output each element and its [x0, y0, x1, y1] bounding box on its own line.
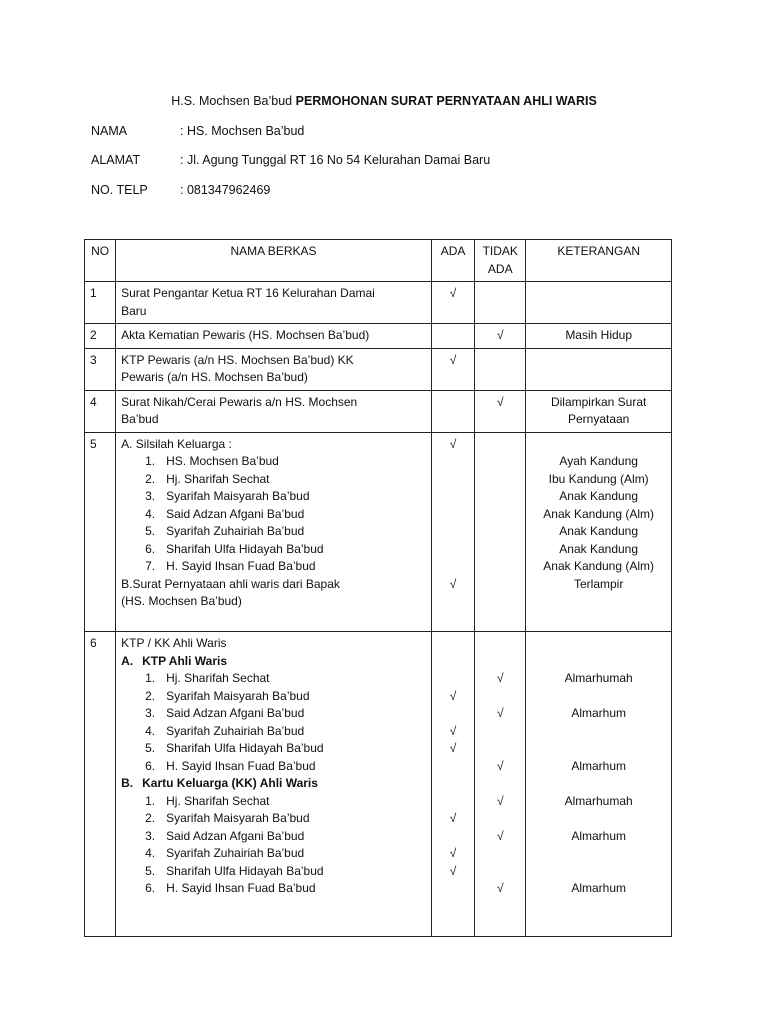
berkas-line: [121, 775, 426, 793]
item-number: 2.: [145, 688, 156, 703]
berkas-text: Akta Kematian Pewaris (HS. Mochsen Ba’bud): [121, 328, 370, 342]
ada-check: √: [449, 688, 457, 703]
tidak-ada-check: [480, 775, 520, 793]
keterangan-text: [531, 775, 666, 793]
row-keterangan: [526, 324, 672, 349]
ada-check: √: [449, 811, 457, 825]
berkas-text: KTP / KK Ahli Waris: [121, 636, 227, 650]
berkas-text: Syarifah Zuhairiah Ba’bud: [166, 723, 305, 738]
keterangan-text: [531, 593, 666, 611]
berkas-line: [121, 653, 426, 671]
tidak-ada-check: √: [496, 793, 504, 808]
keterangan-text: Almarhum: [571, 758, 626, 773]
tidak-ada-check: [480, 810, 520, 828]
berkas-line: [121, 898, 426, 916]
row-ada: [431, 324, 474, 349]
ada-check: [437, 369, 469, 387]
berkas-table: [84, 239, 672, 937]
tidak-ada-check: √: [496, 671, 504, 685]
berkas-text: A. Silsilah Keluarga :: [121, 436, 232, 451]
item-number: 7.: [145, 559, 156, 573]
table-header-row: [85, 240, 672, 282]
berkas-line: [121, 436, 426, 454]
tidak-ada-check: [480, 898, 520, 916]
keterangan-text: [531, 845, 666, 863]
row-ada: [431, 282, 474, 324]
berkas-text: Ba’bud: [121, 412, 159, 426]
row-keterangan: [526, 432, 672, 632]
keterangan-text: [531, 653, 666, 671]
berkas-text: Sharifah Ulfa Hidayah Ba’bud: [166, 541, 324, 556]
row-tidak-ada: [475, 632, 526, 937]
berkas-text: Said Adzan Afgani Ba’bud: [166, 506, 305, 521]
ada-check: [437, 471, 469, 489]
keterangan-text: [531, 688, 666, 706]
ada-check: [437, 758, 469, 776]
berkas-text: Pewaris (a/n HS. Mochsen Ba’bud): [121, 370, 308, 384]
ada-check: [437, 523, 469, 541]
tidak-ada-check: [480, 303, 520, 321]
ada-check: [437, 593, 469, 611]
keterangan-text: Anak Kandung (Alm): [543, 506, 655, 521]
tidak-ada-check: [480, 506, 520, 524]
berkas-line: [121, 593, 426, 611]
keterangan-text: Anak Kandung: [559, 489, 639, 503]
keterangan-text: Almarhum: [571, 706, 626, 720]
berkas-text: Syarifah Zuhairiah Ba’bud: [166, 524, 305, 538]
berkas-text: Hj. Sharifah Sechat: [166, 471, 270, 486]
row-nama-berkas: [116, 324, 432, 349]
document-title: [0, 94, 768, 108]
tidak-ada-check: [480, 285, 520, 303]
row-tidak-ada: [475, 282, 526, 324]
ada-check: [437, 898, 469, 916]
ada-check: [437, 775, 469, 793]
keterangan-text: [531, 863, 666, 881]
berkas-text: HS. Mochsen Ba’bud: [166, 454, 279, 468]
berkas-line: [121, 688, 426, 706]
berkas-text: Syarifah Zuhairiah Ba’bud: [166, 846, 305, 860]
header-no: NO: [85, 240, 116, 282]
keterangan-text: [531, 898, 666, 916]
ada-check: [437, 611, 469, 629]
tidak-ada-check: [480, 863, 520, 881]
row-keterangan: [526, 282, 672, 324]
keterangan-text: Anak Kandung: [559, 524, 639, 538]
ada-check: [437, 327, 469, 345]
keterangan-text: [531, 635, 666, 653]
tidak-ada-check: √: [496, 758, 504, 773]
ada-check: [437, 915, 469, 933]
berkas-line: [121, 723, 426, 741]
item-number: 3.: [145, 828, 156, 843]
tidak-ada-check: [480, 453, 520, 471]
berkas-line: [121, 488, 426, 506]
keterangan-text: [531, 740, 666, 758]
item-number: 1.: [145, 454, 156, 468]
berkas-line: [121, 523, 426, 541]
item-number: 3.: [145, 706, 156, 720]
tidak-ada-check: [480, 436, 520, 454]
ada-check: [437, 453, 469, 471]
row-ada: [431, 632, 474, 937]
berkas-text: KTP Pewaris (a/n HS. Mochsen Ba’bud) KK: [121, 352, 354, 367]
header-tidak-line1: TIDAK: [482, 244, 518, 258]
berkas-line: [121, 453, 426, 471]
ada-check: [437, 488, 469, 506]
ada-check: [437, 303, 469, 321]
keterangan-text: [531, 915, 666, 933]
tidak-ada-check: [480, 488, 520, 506]
row-ada: [431, 348, 474, 390]
item-number: 4.: [145, 846, 156, 860]
berkas-line: [121, 810, 426, 828]
item-number: 5.: [145, 863, 156, 878]
berkas-line: [121, 541, 426, 559]
table-body: [85, 282, 672, 937]
ada-check: [437, 653, 469, 671]
tidak-ada-check: √: [496, 706, 504, 720]
row-tidak-ada: [475, 348, 526, 390]
berkas-line: [121, 828, 426, 846]
berkas-text: Surat Nikah/Cerai Pewaris a/n HS. Mochsen: [121, 394, 358, 409]
row-nama-berkas: [116, 432, 432, 632]
item-number: 2.: [145, 471, 156, 486]
info-value-nama: : HS. Mochsen Ba’bud: [180, 124, 305, 138]
item-number: 1.: [145, 793, 156, 808]
berkas-line: [121, 369, 426, 387]
row-keterangan: [526, 348, 672, 390]
keterangan-text: [531, 303, 666, 321]
berkas-line: [121, 285, 426, 303]
berkas-text: H. Sayid Ihsan Fuad Ba’bud: [166, 881, 316, 895]
row-nama-berkas: [116, 348, 432, 390]
keterangan-text: Terlampir: [573, 576, 624, 591]
ada-check: [437, 705, 469, 723]
table-row: [85, 632, 672, 937]
ada-check: √: [449, 723, 457, 738]
section-letter: B.: [121, 776, 134, 790]
row-number: 3: [85, 348, 116, 390]
tidak-ada-check: [480, 740, 520, 758]
item-number: 6.: [145, 758, 156, 773]
row-keterangan: [526, 632, 672, 937]
ada-check: [437, 635, 469, 653]
keterangan-text: Almarhumah: [564, 671, 633, 685]
row-tidak-ada: [475, 432, 526, 632]
berkas-line: [121, 576, 426, 594]
tidak-ada-check: [480, 558, 520, 576]
berkas-text: H. Sayid Ihsan Fuad Ba’bud: [166, 559, 316, 573]
berkas-line: [121, 558, 426, 576]
tidak-ada-check: [480, 653, 520, 671]
keterangan-text: [531, 436, 666, 454]
berkas-line: [121, 880, 426, 898]
info-value-alamat: : Jl. Agung Tunggal RT 16 No 54 Kelurahan Damai Baru: [180, 153, 491, 167]
info-label-telp: NO. TELP: [91, 183, 148, 197]
berkas-line: [121, 327, 426, 345]
row-number: 5: [85, 432, 116, 632]
keterangan-text: [531, 352, 666, 370]
tidak-ada-check: √: [496, 328, 504, 342]
keterangan-text: Ayah Kandung: [559, 454, 638, 468]
item-number: 6.: [145, 881, 156, 895]
row-number: 4: [85, 390, 116, 432]
keterangan-text: [531, 369, 666, 387]
berkas-line: [121, 863, 426, 881]
row-number: 1: [85, 282, 116, 324]
berkas-line: [121, 611, 426, 629]
ada-check: [437, 828, 469, 846]
ada-check: √: [449, 846, 457, 860]
ada-check: [437, 880, 469, 898]
header-ada: ADA: [431, 240, 474, 282]
berkas-line: [121, 411, 426, 429]
row-number: 6: [85, 632, 116, 937]
berkas-text: Sharifah Ulfa Hidayah Ba’bud: [166, 863, 324, 878]
berkas-text: (HS. Mochsen Ba’bud): [121, 594, 242, 608]
tidak-ada-check: [480, 541, 520, 559]
section-letter: A.: [121, 653, 134, 668]
berkas-text: Sharifah Ulfa Hidayah Ba’bud: [166, 741, 324, 755]
tidak-ada-check: [480, 723, 520, 741]
header-tidak-line2: ADA: [487, 261, 513, 276]
tidak-ada-check: [480, 352, 520, 370]
berkas-line: [121, 670, 426, 688]
keterangan-text: Pernyataan: [567, 412, 630, 426]
title-owner: H.S. Mochsen Ba’bud: [171, 94, 293, 108]
tidak-ada-check: [480, 411, 520, 429]
tidak-ada-check: [480, 593, 520, 611]
row-nama-berkas: [116, 282, 432, 324]
berkas-line: [121, 506, 426, 524]
tidak-ada-check: √: [496, 881, 504, 895]
header-tidak-ada: [475, 240, 526, 282]
table-row: [85, 432, 672, 632]
keterangan-text: [531, 810, 666, 828]
berkas-line: [121, 915, 426, 933]
table-row: [85, 324, 672, 349]
tidak-ada-check: [480, 471, 520, 489]
tidak-ada-check: [480, 611, 520, 629]
row-ada: [431, 390, 474, 432]
item-number: 2.: [145, 811, 156, 825]
berkas-text: Hj. Sharifah Sechat: [166, 671, 270, 685]
berkas-line: [121, 471, 426, 489]
row-nama-berkas: [116, 632, 432, 937]
keterangan-text: [531, 611, 666, 629]
title-heading: PERMOHONAN SURAT PERNYATAAN AHLI WARIS: [295, 94, 597, 108]
berkas-text: Syarifah Maisyarah Ba’bud: [166, 489, 310, 503]
ada-check: [437, 541, 469, 559]
row-ada: [431, 432, 474, 632]
berkas-line: [121, 394, 426, 412]
berkas-text: Baru: [121, 303, 147, 318]
table-row: [85, 390, 672, 432]
keterangan-text: [531, 285, 666, 303]
ada-check: √: [449, 576, 457, 591]
keterangan-text: Anak Kandung: [559, 541, 639, 556]
header-nama-berkas: NAMA BERKAS: [116, 240, 432, 282]
tidak-ada-check: √: [496, 394, 504, 409]
ada-check: [437, 411, 469, 429]
ada-check: [437, 394, 469, 412]
berkas-line: [121, 705, 426, 723]
berkas-text: Surat Pengantar Ketua RT 16 Kelurahan Damai: [121, 286, 375, 300]
berkas-text: Hj. Sharifah Sechat: [166, 793, 270, 808]
berkas-text: Said Adzan Afgani Ba’bud: [166, 706, 305, 720]
berkas-line: [121, 740, 426, 758]
berkas-line: [121, 793, 426, 811]
berkas-text: B.Surat Pernyataan ahli waris dari Bapak: [121, 576, 340, 591]
info-value-telp: : 081347962469: [180, 183, 271, 197]
berkas-text: Syarifah Maisyarah Ba’bud: [166, 688, 310, 703]
ada-check: √: [449, 286, 457, 300]
tidak-ada-check: [480, 635, 520, 653]
berkas-text: Syarifah Maisyarah Ba’bud: [166, 811, 310, 825]
item-number: 4.: [145, 506, 156, 521]
ada-check: [437, 793, 469, 811]
tidak-ada-check: [480, 576, 520, 594]
table-row: [85, 348, 672, 390]
tidak-ada-check: [480, 688, 520, 706]
table-row: [85, 282, 672, 324]
ada-check: √: [449, 863, 457, 878]
row-number: 2: [85, 324, 116, 349]
ada-check: √: [449, 436, 457, 451]
tidak-ada-check: [480, 845, 520, 863]
row-tidak-ada: [475, 324, 526, 349]
berkas-text: Said Adzan Afgani Ba’bud: [166, 828, 305, 843]
ada-check: [437, 558, 469, 576]
keterangan-text: Masih Hidup: [565, 328, 633, 342]
row-nama-berkas: [116, 390, 432, 432]
item-number: 4.: [145, 723, 156, 738]
row-tidak-ada: [475, 390, 526, 432]
berkas-line: [121, 635, 426, 653]
keterangan-text: Anak Kandung (Alm): [543, 559, 655, 573]
berkas-text: Kartu Keluarga (KK) Ahli Waris: [142, 776, 318, 790]
berkas-text: H. Sayid Ihsan Fuad Ba’bud: [166, 758, 316, 773]
keterangan-text: Ibu Kandung (Alm): [548, 471, 649, 486]
item-number: 5.: [145, 741, 156, 755]
keterangan-text: Dilampirkan Surat: [550, 394, 647, 409]
ada-check: [437, 506, 469, 524]
keterangan-text: Almarhum: [571, 828, 626, 843]
ada-check: [437, 670, 469, 688]
row-keterangan: [526, 390, 672, 432]
info-label-alamat: ALAMAT: [91, 153, 141, 167]
keterangan-text: Almarhum: [571, 881, 626, 895]
item-number: 6.: [145, 541, 156, 556]
item-number: 3.: [145, 489, 156, 503]
ada-check: √: [449, 352, 457, 367]
berkas-line: [121, 845, 426, 863]
tidak-ada-check: √: [496, 828, 504, 843]
item-number: 5.: [145, 524, 156, 538]
header-keterangan: KETERANGAN: [526, 240, 672, 282]
tidak-ada-check: [480, 915, 520, 933]
berkas-text: KTP Ahli Waris: [142, 653, 228, 668]
item-number: 1.: [145, 671, 156, 685]
berkas-line: [121, 352, 426, 370]
keterangan-text: Almarhumah: [564, 793, 633, 808]
berkas-line: [121, 758, 426, 776]
keterangan-text: [531, 723, 666, 741]
berkas-line: [121, 303, 426, 321]
ada-check: √: [449, 741, 457, 755]
tidak-ada-check: [480, 369, 520, 387]
tidak-ada-check: [480, 523, 520, 541]
info-label-nama: NAMA: [91, 124, 128, 138]
